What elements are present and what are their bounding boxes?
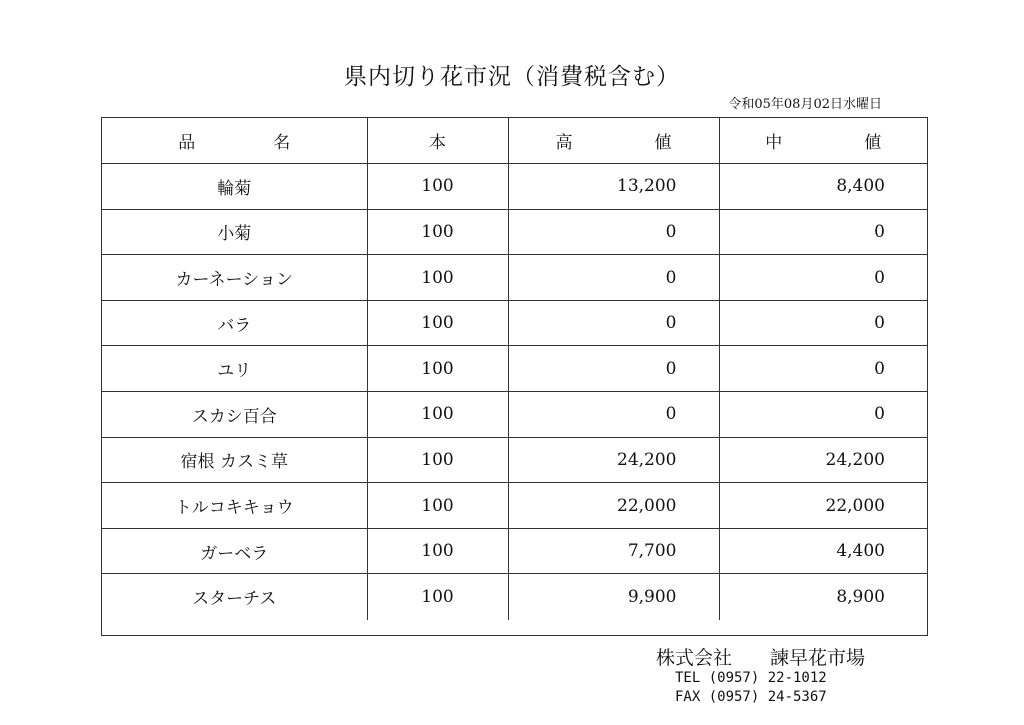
cell-item-name: トルコキキョウ (102, 483, 367, 529)
cell-item-name: スターチス (192, 589, 277, 610)
cell-mid-price: 0 (719, 255, 927, 301)
header-high-price-char-1: 高 (555, 133, 573, 154)
table-row (102, 300, 927, 346)
cell-high-price: 24,200 (508, 437, 719, 483)
cell-high-price: 0 (508, 209, 719, 255)
cell-quantity: 100 (367, 346, 508, 392)
cell-mid-price: 4,400 (719, 528, 927, 574)
cell-quantity: 100 (367, 528, 508, 574)
cell-high-price: 0 (508, 300, 719, 346)
document-title: 県内切り花市況（消費税含む） (344, 64, 680, 90)
cell-item-name: 小菊 (102, 209, 367, 255)
cell-item-name: バラ (102, 300, 367, 346)
cell-high-price: 0 (508, 255, 719, 301)
company-tel: TEL (0957) 22-1012 (675, 670, 827, 686)
market-price-table (102, 118, 927, 620)
cell-quantity: 100 (367, 164, 508, 210)
header-mid-price-char-1: 中 (765, 133, 783, 154)
cell-quantity: 100 (367, 437, 508, 483)
table-row (102, 528, 927, 574)
header-quantity: 本 (367, 118, 508, 164)
cell-mid-price: 8,400 (719, 164, 927, 210)
cell-quantity: 100 (367, 574, 508, 620)
company-name: 株式会社 諫早花市場 (656, 647, 866, 669)
cell-quantity: 100 (367, 392, 508, 438)
header-high-price (508, 118, 719, 164)
table-row (102, 392, 927, 438)
header-item-name-char-1: 品 (178, 133, 196, 154)
cell-quantity: 100 (367, 300, 508, 346)
cell-mid-price: 8,900 (719, 574, 927, 620)
document-date: 令和05年08月02日水曜日 (728, 97, 882, 112)
table-row (102, 164, 927, 210)
cell-mid-price: 0 (719, 392, 927, 438)
cell-high-price: 0 (508, 392, 719, 438)
market-price-table-frame (101, 117, 928, 636)
company-fax: FAX (0957) 24-5367 (675, 689, 827, 705)
cell-item-name: 宿根 カスミ草 (102, 437, 367, 483)
cell-mid-price: 0 (719, 346, 927, 392)
header-mid-price-char-2: 値 (864, 133, 882, 154)
cell-mid-price: 24,200 (719, 437, 927, 483)
cell-item-name: ガーベラ (102, 528, 367, 574)
header-item-name (102, 118, 367, 164)
cell-quantity: 100 (367, 209, 508, 255)
cell-quantity: 100 (367, 483, 508, 529)
cell-item-name: ユリ (102, 346, 367, 392)
cell-high-price: 7,700 (508, 528, 719, 574)
table-row (102, 346, 927, 392)
cell-mid-price: 0 (719, 209, 927, 255)
header-item-name-char-2: 名 (273, 133, 291, 154)
table-row (102, 209, 927, 255)
cell-mid-price: 0 (719, 300, 927, 346)
cell-mid-price: 22,000 (719, 483, 927, 529)
cell-high-price: 0 (508, 346, 719, 392)
table-row (102, 574, 927, 620)
cell-item-name: スカシ百合 (102, 392, 367, 438)
cell-quantity: 100 (367, 255, 508, 301)
cell-item-name: 輪菊 (102, 164, 367, 210)
table-header-row (102, 118, 927, 164)
cell-high-price: 9,900 (508, 574, 719, 620)
table-row (102, 255, 927, 301)
table-row (102, 483, 927, 529)
cell-high-price: 13,200 (508, 164, 719, 210)
cell-high-price: 22,000 (508, 483, 719, 529)
cell-item-name: カーネーション (102, 255, 367, 301)
table-row (102, 437, 927, 483)
header-high-price-char-2: 値 (654, 133, 672, 154)
header-mid-price (719, 118, 927, 164)
